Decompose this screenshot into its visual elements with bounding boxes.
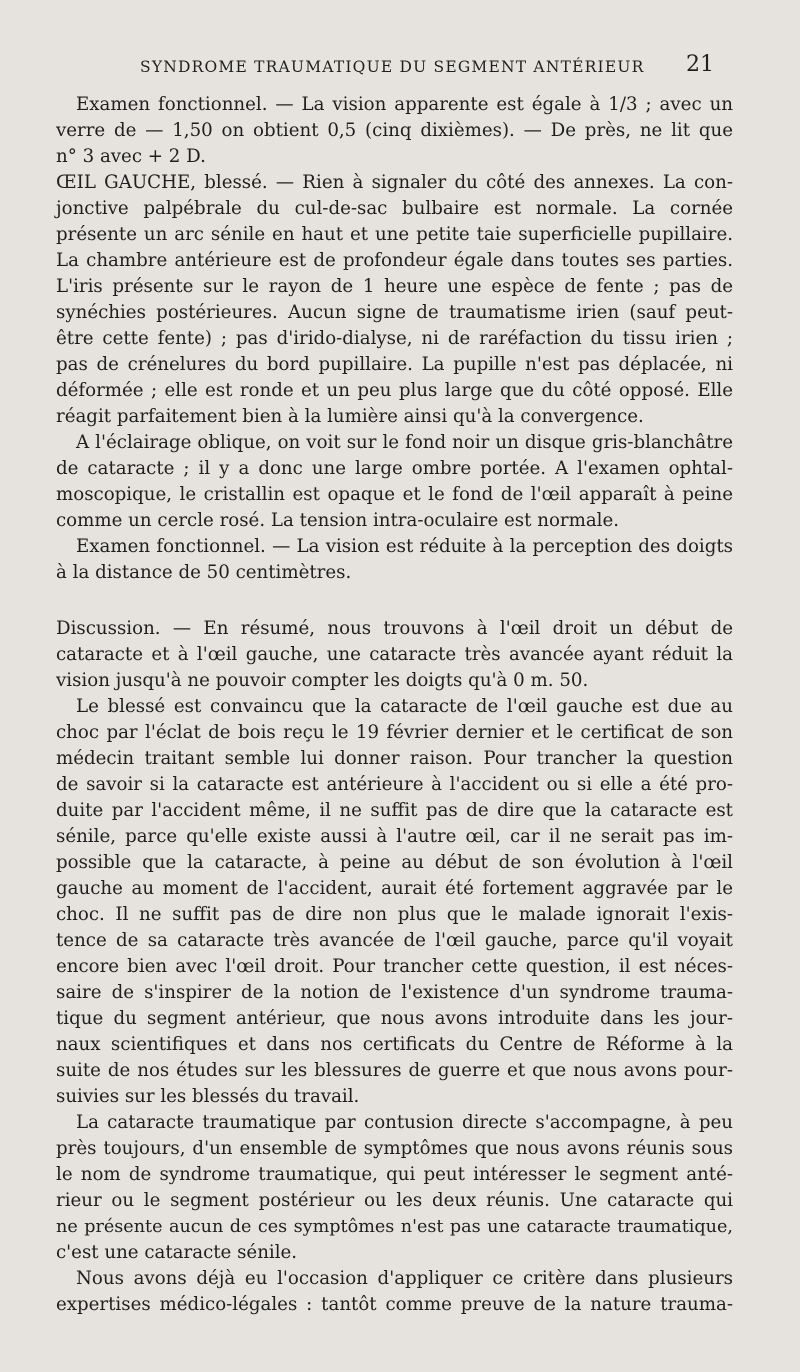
text-line: L'iris présente sur le rayon de 1 heure une espèce de fente ; pas de	[56, 276, 733, 297]
text-line: encore bien avec l'œil droit. Pour trancher cette question, il est néces-	[56, 956, 733, 977]
text-line: choc par l'éclat de bois reçu le 19 février dernier et le certificat de son	[56, 722, 733, 743]
text-line: à la distance de 50 centimètres.	[56, 562, 352, 583]
text-line: ŒIL GAUCHE, blessé. — Rien à signaler du côté des annexes. La con-	[56, 172, 733, 193]
text-line: tique du segment antérieur, que nous avons introduite dans les jour-	[56, 1008, 733, 1029]
text-line: duite par l'accident même, il ne suffit pas de dire que la cataracte est	[56, 800, 733, 821]
paragraph-gap	[56, 586, 733, 616]
text-line: n° 3 avec + 2 D.	[56, 146, 206, 167]
text-line: pas de crénelures du bord pupillaire. La pupille n'est pas déplacée, ni	[56, 354, 733, 375]
text-line: Nous avons déjà eu l'occasion d'appliquer ce critère dans plusieurs	[76, 1268, 733, 1289]
text-line: choc. Il ne suffit pas de dire non plus que le malade ignorait l'exis-	[56, 904, 733, 925]
text-line: c'est une cataracte sénile.	[56, 1242, 298, 1263]
text-line: expertises médico-légales : tantôt comme preuve de la nature trauma-	[56, 1294, 733, 1315]
text-line: synéchies postérieures. Aucun signe de traumatisme irien (sauf peut-	[56, 302, 733, 323]
text-line: La chambre antérieure est de profondeur égale dans toutes ses parties.	[56, 250, 733, 271]
text-line: présente un arc sénile en haut et une petite taie superficielle pupillaire.	[56, 224, 733, 245]
text-line: près toujours, d'un ensemble de symptômes que nous avons réunis sous	[56, 1138, 733, 1159]
text-line: Le blessé est convaincu que la cataracte de l'œil gauche est due au	[76, 696, 733, 717]
body-text	[56, 92, 733, 1318]
text-line: naux scientifiques et dans nos certificats du Centre de Réforme à la	[56, 1034, 733, 1055]
text-line: Examen fonctionnel. — La vision apparente est égale à 1/3 ; avec un	[76, 94, 733, 115]
text-line: cataracte et à l'œil gauche, une cataracte très avancée ayant réduit la	[56, 644, 733, 665]
text-line: suite de nos études sur les blessures de guerre et que nous avons pour-	[56, 1060, 733, 1081]
text-line: vision jusqu'à ne pouvoir compter les doigts qu'à 0 m. 50.	[56, 670, 589, 691]
text-line: verre de — 1,50 on obtient 0,5 (cinq dixièmes). — De près, ne lit que	[56, 120, 733, 141]
text-line: Discussion. — En résumé, nous trouvons à l'œil droit un début de	[56, 618, 733, 639]
text-line: possible que la cataracte, à peine au début de son évolution à l'œil	[56, 852, 733, 873]
page-number: 21	[686, 52, 714, 77]
text-line: La cataracte traumatique par contusion directe s'accompagne, à peu	[76, 1112, 733, 1133]
text-line: rieur ou le segment postérieur ou les deux réunis. Une cataracte qui	[56, 1190, 733, 1211]
text-line: sénile, parce qu'elle existe aussi à l'autre œil, car il ne serait pas im-	[56, 826, 733, 847]
text-line: jonctive palpébrale du cul-de-sac bulbaire est normale. La cornée	[56, 198, 733, 219]
text-line: Examen fonctionnel. — La vision est réduite à la perception des doigts	[76, 536, 733, 557]
page-header	[140, 52, 714, 82]
text-line: moscopique, le cristallin est opaque et le fond de l'œil apparaît à peine	[56, 484, 733, 505]
text-line: de cataracte ; il y a donc une large ombre portée. A l'examen ophtal-	[56, 458, 733, 479]
text-line: ne présente aucun de ces symptômes n'est pas une cataracte traumatique,	[56, 1217, 733, 1237]
text-line: être cette fente) ; pas d'irido-dialyse, ni de raréfaction du tissu irien ;	[56, 328, 733, 349]
text-line: le nom de syndrome traumatique, qui peut intéresser le segment anté-	[56, 1164, 733, 1185]
text-line: de savoir si la cataracte est antérieure à l'accident ou si elle a été pro-	[56, 774, 733, 795]
text-line: déformée ; elle est ronde et un peu plus large que du côté opposé. Elle	[56, 380, 733, 401]
text-line: suivies sur les blessés du travail.	[56, 1086, 360, 1107]
text-line: A l'éclairage oblique, on voit sur le fond noir un disque gris-blanchâtre	[76, 432, 733, 453]
text-line: comme un cercle rosé. La tension intra-oculaire est normale.	[56, 510, 620, 531]
text-line: saire de s'inspirer de la notion de l'existence d'un syndrome trauma-	[56, 982, 733, 1003]
text-line: gauche au moment de l'accident, aurait été fortement aggravée par le	[56, 878, 733, 899]
running-title: SYNDROME TRAUMATIQUE DU SEGMENT ANTÉRIEUR	[140, 58, 645, 76]
text-line: tence de sa cataracte très avancée de l'œil gauche, parce qu'il voyait	[56, 930, 733, 951]
text-line: réagit parfaitement bien à la lumière ainsi qu'à la convergence.	[56, 406, 644, 427]
text-line: médecin traitant semble lui donner raison. Pour trancher la question	[56, 748, 733, 769]
